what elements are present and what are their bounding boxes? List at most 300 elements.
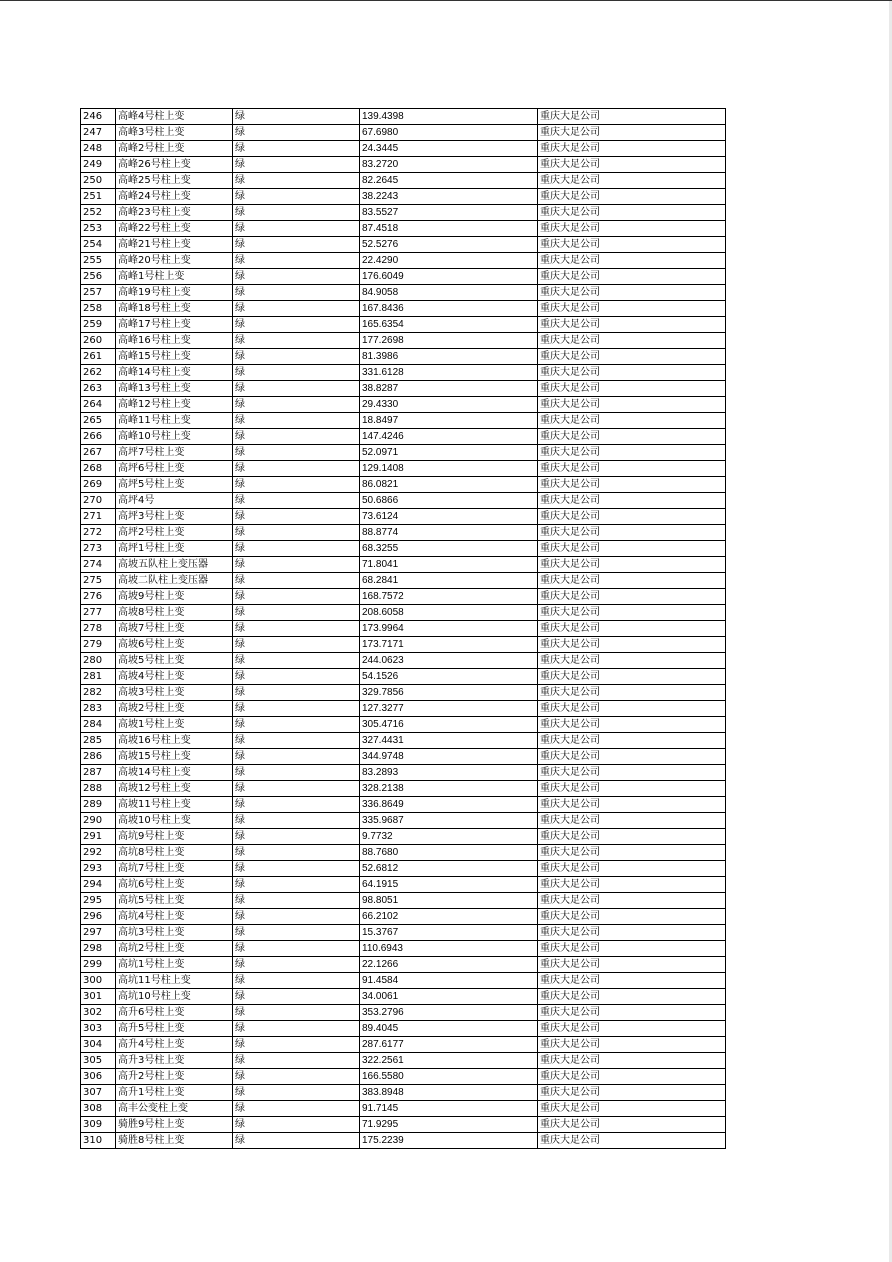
transformer-name-cell: 高峰1号柱上变 <box>116 269 233 285</box>
transformer-name-cell: 高坑9号柱上变 <box>116 829 233 845</box>
table-row <box>81 285 726 301</box>
status-color-cell: 绿 <box>233 141 360 157</box>
transformer-name-cell: 高坑7号柱上变 <box>116 861 233 877</box>
value-cell: 98.8051 <box>360 893 538 909</box>
row-number-cell: 300 <box>81 973 116 989</box>
company-cell: 重庆大足公司 <box>538 349 726 365</box>
company-cell: 重庆大足公司 <box>538 557 726 573</box>
table-row <box>81 717 726 733</box>
row-number-cell: 309 <box>81 1117 116 1133</box>
value-cell: 165.6354 <box>360 317 538 333</box>
transformer-name-cell: 高坡5号柱上变 <box>116 653 233 669</box>
table-row <box>81 125 726 141</box>
value-cell: 168.7572 <box>360 589 538 605</box>
row-number-cell: 257 <box>81 285 116 301</box>
row-number-cell: 276 <box>81 589 116 605</box>
table-row <box>81 557 726 573</box>
company-cell: 重庆大足公司 <box>538 285 726 301</box>
transformer-name-cell: 高坡8号柱上变 <box>116 605 233 621</box>
row-number-cell: 307 <box>81 1085 116 1101</box>
table-row <box>81 269 726 285</box>
company-cell: 重庆大足公司 <box>538 413 726 429</box>
table-row <box>81 973 726 989</box>
transformer-name-cell: 高坡二队柱上变压器 <box>116 573 233 589</box>
row-number-cell: 268 <box>81 461 116 477</box>
table-row <box>81 1069 726 1085</box>
status-color-cell: 绿 <box>233 941 360 957</box>
status-color-cell: 绿 <box>233 733 360 749</box>
row-number-cell: 283 <box>81 701 116 717</box>
row-number-cell: 251 <box>81 189 116 205</box>
value-cell: 22.1266 <box>360 957 538 973</box>
value-cell: 173.9964 <box>360 621 538 637</box>
value-cell: 353.2796 <box>360 1005 538 1021</box>
table-row <box>81 957 726 973</box>
status-color-cell: 绿 <box>233 717 360 733</box>
row-number-cell: 246 <box>81 109 116 125</box>
company-cell: 重庆大足公司 <box>538 509 726 525</box>
table-row <box>81 893 726 909</box>
status-color-cell: 绿 <box>233 829 360 845</box>
row-number-cell: 277 <box>81 605 116 621</box>
status-color-cell: 绿 <box>233 365 360 381</box>
company-cell: 重庆大足公司 <box>538 989 726 1005</box>
transformer-name-cell: 高丰公变柱上变 <box>116 1101 233 1117</box>
table-row <box>81 493 726 509</box>
value-cell: 22.4290 <box>360 253 538 269</box>
table-row <box>81 365 726 381</box>
company-cell: 重庆大足公司 <box>538 365 726 381</box>
value-cell: 52.0971 <box>360 445 538 461</box>
transformer-name-cell: 高升3号柱上变 <box>116 1053 233 1069</box>
row-number-cell: 302 <box>81 1005 116 1021</box>
transformer-name-cell: 高坪1号柱上变 <box>116 541 233 557</box>
value-cell: 24.3445 <box>360 141 538 157</box>
row-number-cell: 295 <box>81 893 116 909</box>
company-cell: 重庆大足公司 <box>538 397 726 413</box>
transformer-name-cell: 高峰25号柱上变 <box>116 173 233 189</box>
transformer-name-cell: 高坡7号柱上变 <box>116 621 233 637</box>
value-cell: 175.2239 <box>360 1133 538 1149</box>
table-row <box>81 829 726 845</box>
row-number-cell: 296 <box>81 909 116 925</box>
value-cell: 176.6049 <box>360 269 538 285</box>
transformer-name-cell: 高坑8号柱上变 <box>116 845 233 861</box>
value-cell: 71.8041 <box>360 557 538 573</box>
value-cell: 68.3255 <box>360 541 538 557</box>
value-cell: 9.7732 <box>360 829 538 845</box>
value-cell: 91.7145 <box>360 1101 538 1117</box>
row-number-cell: 281 <box>81 669 116 685</box>
status-color-cell: 绿 <box>233 477 360 493</box>
company-cell: 重庆大足公司 <box>538 893 726 909</box>
transformer-name-cell: 高升4号柱上变 <box>116 1037 233 1053</box>
company-cell: 重庆大足公司 <box>538 957 726 973</box>
transformer-name-cell: 高峰24号柱上变 <box>116 189 233 205</box>
row-number-cell: 271 <box>81 509 116 525</box>
value-cell: 52.6812 <box>360 861 538 877</box>
company-cell: 重庆大足公司 <box>538 605 726 621</box>
row-number-cell: 265 <box>81 413 116 429</box>
company-cell: 重庆大足公司 <box>538 1085 726 1101</box>
row-number-cell: 255 <box>81 253 116 269</box>
status-color-cell: 绿 <box>233 461 360 477</box>
transformer-name-cell: 骑胜8号柱上变 <box>116 1133 233 1149</box>
row-number-cell: 304 <box>81 1037 116 1053</box>
row-number-cell: 293 <box>81 861 116 877</box>
transformer-name-cell: 高峰17号柱上变 <box>116 317 233 333</box>
company-cell: 重庆大足公司 <box>538 157 726 173</box>
transformer-name-cell: 高坡6号柱上变 <box>116 637 233 653</box>
status-color-cell: 绿 <box>233 653 360 669</box>
status-color-cell: 绿 <box>233 637 360 653</box>
row-number-cell: 308 <box>81 1101 116 1117</box>
value-cell: 38.8287 <box>360 381 538 397</box>
company-cell: 重庆大足公司 <box>538 1069 726 1085</box>
table-row <box>81 381 726 397</box>
transformer-name-cell: 高坡11号柱上变 <box>116 797 233 813</box>
status-color-cell: 绿 <box>233 301 360 317</box>
company-cell: 重庆大足公司 <box>538 861 726 877</box>
status-color-cell: 绿 <box>233 845 360 861</box>
status-color-cell: 绿 <box>233 1005 360 1021</box>
value-cell: 344.9748 <box>360 749 538 765</box>
company-cell: 重庆大足公司 <box>538 429 726 445</box>
table-row <box>81 301 726 317</box>
table-row <box>81 877 726 893</box>
status-color-cell: 绿 <box>233 573 360 589</box>
company-cell: 重庆大足公司 <box>538 461 726 477</box>
transformer-name-cell: 高峰21号柱上变 <box>116 237 233 253</box>
value-cell: 38.2243 <box>360 189 538 205</box>
row-number-cell: 305 <box>81 1053 116 1069</box>
status-color-cell: 绿 <box>233 605 360 621</box>
company-cell: 重庆大足公司 <box>538 141 726 157</box>
status-color-cell: 绿 <box>233 125 360 141</box>
company-cell: 重庆大足公司 <box>538 829 726 845</box>
value-cell: 64.1915 <box>360 877 538 893</box>
status-color-cell: 绿 <box>233 317 360 333</box>
table-row <box>81 589 726 605</box>
value-cell: 327.4431 <box>360 733 538 749</box>
value-cell: 89.4045 <box>360 1021 538 1037</box>
status-color-cell: 绿 <box>233 557 360 573</box>
table-row <box>81 1005 726 1021</box>
value-cell: 73.6124 <box>360 509 538 525</box>
transformer-name-cell: 高坡12号柱上变 <box>116 781 233 797</box>
table-row <box>81 733 726 749</box>
transformer-name-cell: 高峰18号柱上变 <box>116 301 233 317</box>
company-cell: 重庆大足公司 <box>538 749 726 765</box>
row-number-cell: 294 <box>81 877 116 893</box>
table-row <box>81 909 726 925</box>
row-number-cell: 288 <box>81 781 116 797</box>
row-number-cell: 263 <box>81 381 116 397</box>
table-row <box>81 845 726 861</box>
row-number-cell: 275 <box>81 573 116 589</box>
value-cell: 177.2698 <box>360 333 538 349</box>
row-number-cell: 248 <box>81 141 116 157</box>
value-cell: 81.3986 <box>360 349 538 365</box>
table-row <box>81 637 726 653</box>
company-cell: 重庆大足公司 <box>538 253 726 269</box>
transformer-name-cell: 高坑4号柱上变 <box>116 909 233 925</box>
status-color-cell: 绿 <box>233 349 360 365</box>
company-cell: 重庆大足公司 <box>538 477 726 493</box>
status-color-cell: 绿 <box>233 1037 360 1053</box>
row-number-cell: 284 <box>81 717 116 733</box>
transformer-name-cell: 高坑11号柱上变 <box>116 973 233 989</box>
table-row <box>81 653 726 669</box>
value-cell: 18.8497 <box>360 413 538 429</box>
transformer-name-cell: 高坪2号柱上变 <box>116 525 233 541</box>
transformer-name-cell: 高峰12号柱上变 <box>116 397 233 413</box>
table-row <box>81 461 726 477</box>
table-row <box>81 173 726 189</box>
transformer-name-cell: 高峰4号柱上变 <box>116 109 233 125</box>
value-cell: 82.2645 <box>360 173 538 189</box>
table-row <box>81 621 726 637</box>
status-color-cell: 绿 <box>233 957 360 973</box>
row-number-cell: 280 <box>81 653 116 669</box>
status-color-cell: 绿 <box>233 429 360 445</box>
table-row <box>81 685 726 701</box>
value-cell: 167.8436 <box>360 301 538 317</box>
status-color-cell: 绿 <box>233 189 360 205</box>
company-cell: 重庆大足公司 <box>538 317 726 333</box>
value-cell: 54.1526 <box>360 669 538 685</box>
transformer-name-cell: 高峰3号柱上变 <box>116 125 233 141</box>
row-number-cell: 264 <box>81 397 116 413</box>
table-row <box>81 797 726 813</box>
row-number-cell: 262 <box>81 365 116 381</box>
value-cell: 84.9058 <box>360 285 538 301</box>
transformer-name-cell: 高坡14号柱上变 <box>116 765 233 781</box>
transformer-name-cell: 高坑10号柱上变 <box>116 989 233 1005</box>
table-row <box>81 109 726 125</box>
table-row <box>81 1085 726 1101</box>
status-color-cell: 绿 <box>233 493 360 509</box>
row-number-cell: 270 <box>81 493 116 509</box>
status-color-cell: 绿 <box>233 925 360 941</box>
value-cell: 383.8948 <box>360 1085 538 1101</box>
row-number-cell: 310 <box>81 1133 116 1149</box>
transformer-name-cell: 高峰11号柱上变 <box>116 413 233 429</box>
table-row <box>81 669 726 685</box>
row-number-cell: 254 <box>81 237 116 253</box>
table-row <box>81 141 726 157</box>
company-cell: 重庆大足公司 <box>538 573 726 589</box>
value-cell: 29.4330 <box>360 397 538 413</box>
transformer-name-cell: 高坪3号柱上变 <box>116 509 233 525</box>
table-row <box>81 925 726 941</box>
company-cell: 重庆大足公司 <box>538 1037 726 1053</box>
table-row <box>81 429 726 445</box>
company-cell: 重庆大足公司 <box>538 765 726 781</box>
status-color-cell: 绿 <box>233 701 360 717</box>
value-cell: 83.2720 <box>360 157 538 173</box>
status-color-cell: 绿 <box>233 397 360 413</box>
status-color-cell: 绿 <box>233 381 360 397</box>
transformer-name-cell: 高坑3号柱上变 <box>116 925 233 941</box>
company-cell: 重庆大足公司 <box>538 541 726 557</box>
value-cell: 322.2561 <box>360 1053 538 1069</box>
value-cell: 287.6177 <box>360 1037 538 1053</box>
value-cell: 173.7171 <box>360 637 538 653</box>
transformer-name-cell: 高峰26号柱上变 <box>116 157 233 173</box>
transformer-name-cell: 高坪6号柱上变 <box>116 461 233 477</box>
transformer-name-cell: 高坡15号柱上变 <box>116 749 233 765</box>
company-cell: 重庆大足公司 <box>538 797 726 813</box>
transformer-name-cell: 高坑1号柱上变 <box>116 957 233 973</box>
row-number-cell: 267 <box>81 445 116 461</box>
value-cell: 244.0623 <box>360 653 538 669</box>
transformer-name-cell: 高峰15号柱上变 <box>116 349 233 365</box>
value-cell: 66.2102 <box>360 909 538 925</box>
row-number-cell: 247 <box>81 125 116 141</box>
value-cell: 129.1408 <box>360 461 538 477</box>
status-color-cell: 绿 <box>233 797 360 813</box>
status-color-cell: 绿 <box>233 1117 360 1133</box>
transformer-name-cell: 高坡五队柱上变压器 <box>116 557 233 573</box>
company-cell: 重庆大足公司 <box>538 1117 726 1133</box>
value-cell: 83.5527 <box>360 205 538 221</box>
status-color-cell: 绿 <box>233 893 360 909</box>
transformer-name-cell: 高峰10号柱上变 <box>116 429 233 445</box>
status-color-cell: 绿 <box>233 157 360 173</box>
status-color-cell: 绿 <box>233 237 360 253</box>
table-row <box>81 445 726 461</box>
row-number-cell: 286 <box>81 749 116 765</box>
row-number-cell: 290 <box>81 813 116 829</box>
status-color-cell: 绿 <box>233 1101 360 1117</box>
status-color-cell: 绿 <box>233 781 360 797</box>
value-cell: 87.4518 <box>360 221 538 237</box>
company-cell: 重庆大足公司 <box>538 1021 726 1037</box>
company-cell: 重庆大足公司 <box>538 205 726 221</box>
value-cell: 127.3277 <box>360 701 538 717</box>
transformer-table <box>80 108 726 1149</box>
table-row <box>81 1101 726 1117</box>
row-number-cell: 306 <box>81 1069 116 1085</box>
status-color-cell: 绿 <box>233 749 360 765</box>
row-number-cell: 279 <box>81 637 116 653</box>
status-color-cell: 绿 <box>233 509 360 525</box>
transformer-name-cell: 高峰22号柱上变 <box>116 221 233 237</box>
table-row <box>81 1021 726 1037</box>
table-row <box>81 253 726 269</box>
company-cell: 重庆大足公司 <box>538 221 726 237</box>
table-row <box>81 573 726 589</box>
value-cell: 335.9687 <box>360 813 538 829</box>
company-cell: 重庆大足公司 <box>538 333 726 349</box>
company-cell: 重庆大足公司 <box>538 1053 726 1069</box>
company-cell: 重庆大足公司 <box>538 941 726 957</box>
company-cell: 重庆大足公司 <box>538 845 726 861</box>
value-cell: 166.5580 <box>360 1069 538 1085</box>
value-cell: 52.5276 <box>360 237 538 253</box>
status-color-cell: 绿 <box>233 173 360 189</box>
row-number-cell: 297 <box>81 925 116 941</box>
value-cell: 67.6980 <box>360 125 538 141</box>
value-cell: 208.6058 <box>360 605 538 621</box>
company-cell: 重庆大足公司 <box>538 717 726 733</box>
company-cell: 重庆大足公司 <box>538 589 726 605</box>
company-cell: 重庆大足公司 <box>538 733 726 749</box>
status-color-cell: 绿 <box>233 413 360 429</box>
status-color-cell: 绿 <box>233 877 360 893</box>
row-number-cell: 282 <box>81 685 116 701</box>
transformer-name-cell: 高坑5号柱上变 <box>116 893 233 909</box>
company-cell: 重庆大足公司 <box>538 173 726 189</box>
table-row <box>81 813 726 829</box>
transformer-name-cell: 高峰16号柱上变 <box>116 333 233 349</box>
transformer-name-cell: 高坡4号柱上变 <box>116 669 233 685</box>
table-row <box>81 1053 726 1069</box>
table-body <box>81 109 726 1149</box>
value-cell: 50.6866 <box>360 493 538 509</box>
status-color-cell: 绿 <box>233 685 360 701</box>
transformer-name-cell: 高峰19号柱上变 <box>116 285 233 301</box>
value-cell: 305.4716 <box>360 717 538 733</box>
status-color-cell: 绿 <box>233 1053 360 1069</box>
company-cell: 重庆大足公司 <box>538 925 726 941</box>
company-cell: 重庆大足公司 <box>538 269 726 285</box>
table-row <box>81 1133 726 1149</box>
company-cell: 重庆大足公司 <box>538 381 726 397</box>
status-color-cell: 绿 <box>233 541 360 557</box>
value-cell: 139.4398 <box>360 109 538 125</box>
company-cell: 重庆大足公司 <box>538 237 726 253</box>
status-color-cell: 绿 <box>233 813 360 829</box>
company-cell: 重庆大足公司 <box>538 685 726 701</box>
transformer-name-cell: 高坡3号柱上变 <box>116 685 233 701</box>
transformer-name-cell: 高坪4号 <box>116 493 233 509</box>
company-cell: 重庆大足公司 <box>538 637 726 653</box>
table-row <box>81 605 726 621</box>
status-color-cell: 绿 <box>233 269 360 285</box>
company-cell: 重庆大足公司 <box>538 301 726 317</box>
table-row <box>81 1037 726 1053</box>
status-color-cell: 绿 <box>233 253 360 269</box>
table-row <box>81 397 726 413</box>
row-number-cell: 278 <box>81 621 116 637</box>
company-cell: 重庆大足公司 <box>538 493 726 509</box>
row-number-cell: 266 <box>81 429 116 445</box>
table-row <box>81 221 726 237</box>
status-color-cell: 绿 <box>233 989 360 1005</box>
transformer-name-cell: 高升5号柱上变 <box>116 1021 233 1037</box>
status-color-cell: 绿 <box>233 333 360 349</box>
company-cell: 重庆大足公司 <box>538 109 726 125</box>
row-number-cell: 252 <box>81 205 116 221</box>
company-cell: 重庆大足公司 <box>538 973 726 989</box>
value-cell: 91.4584 <box>360 973 538 989</box>
row-number-cell: 258 <box>81 301 116 317</box>
status-color-cell: 绿 <box>233 1021 360 1037</box>
status-color-cell: 绿 <box>233 861 360 877</box>
row-number-cell: 272 <box>81 525 116 541</box>
status-color-cell: 绿 <box>233 285 360 301</box>
table-row <box>81 861 726 877</box>
row-number-cell: 253 <box>81 221 116 237</box>
company-cell: 重庆大足公司 <box>538 909 726 925</box>
status-color-cell: 绿 <box>233 621 360 637</box>
value-cell: 15.3767 <box>360 925 538 941</box>
transformer-name-cell: 高坡1号柱上变 <box>116 717 233 733</box>
row-number-cell: 250 <box>81 173 116 189</box>
table-row <box>81 1117 726 1133</box>
